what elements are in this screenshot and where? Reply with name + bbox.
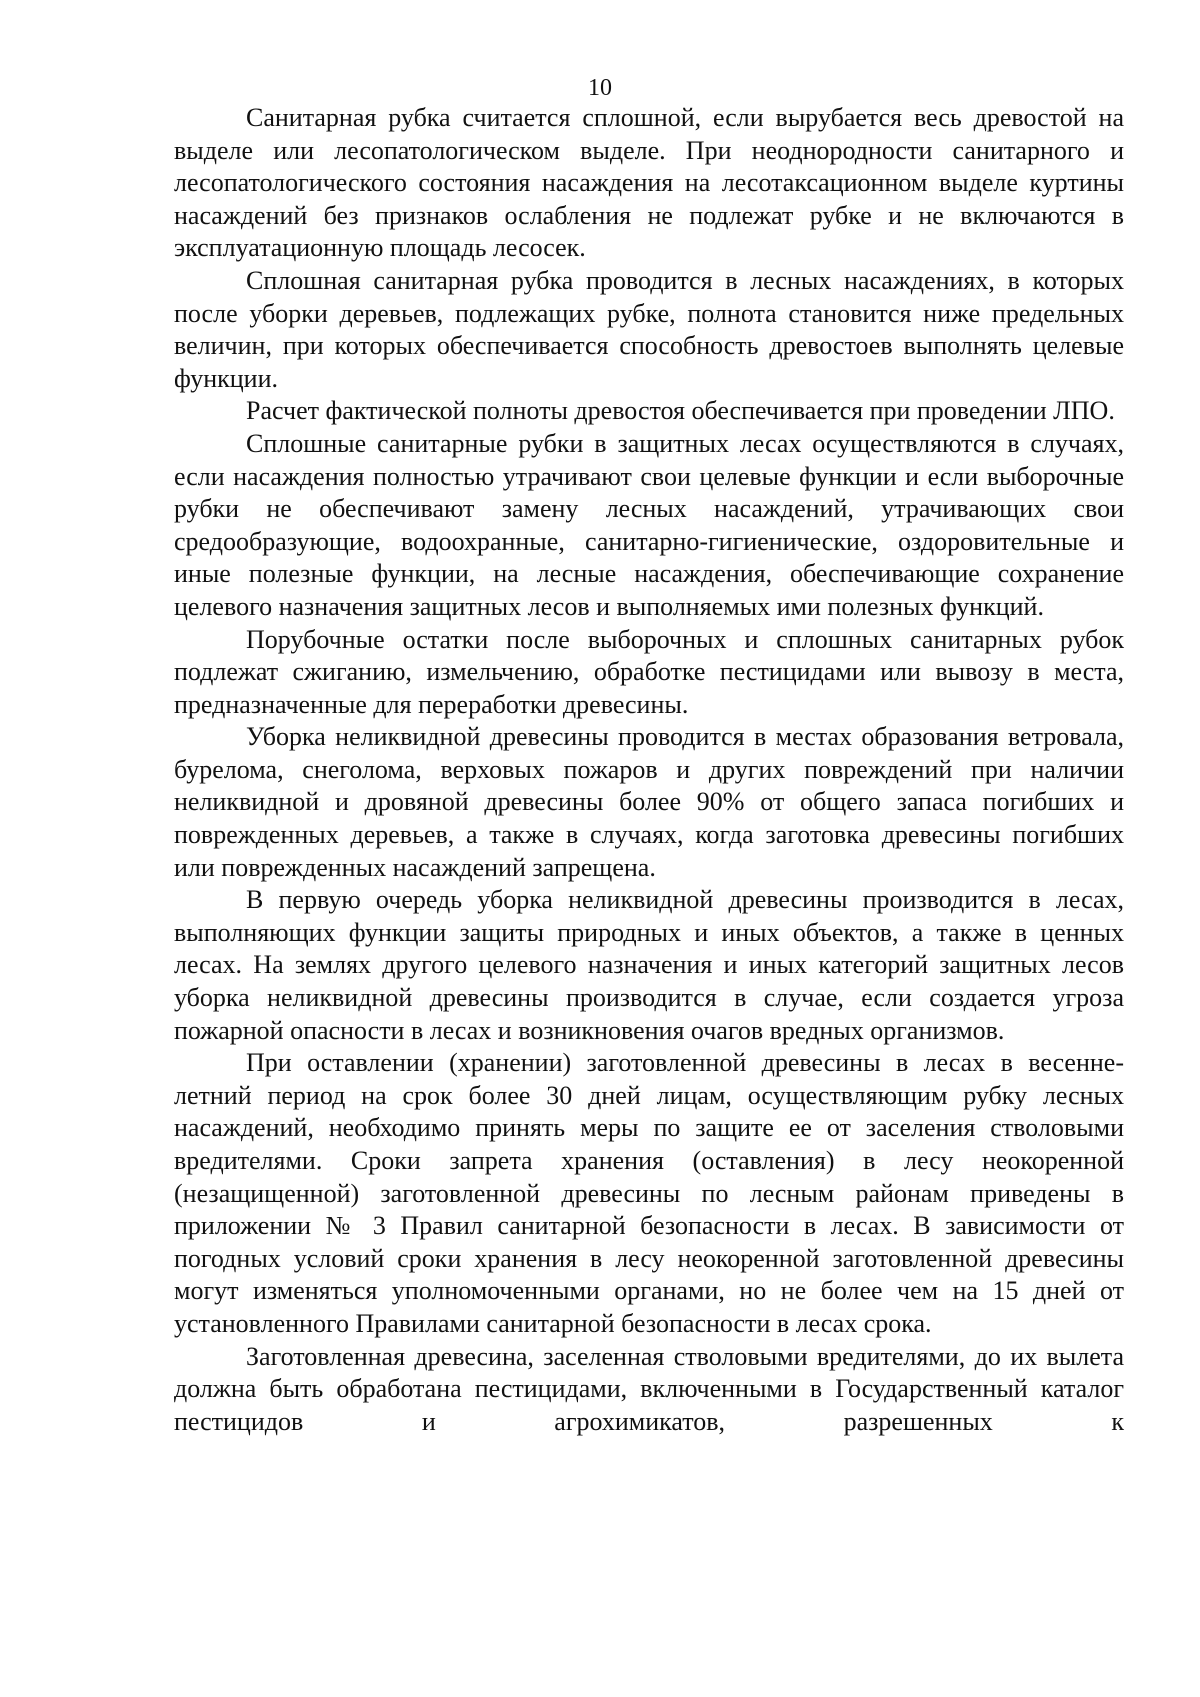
paragraph: В первую очередь уборка неликвидной древесины производится в лесах, выполняющих функции защиты природных и иных объектов, а также в ценных лесах. На землях другого целевого назначения и иных категорий защитных лесов уборка неликвидной древесины производится в случае, если создается угроза пожарной опасности в лесах и возникновения очагов вредных организмов. — [174, 885, 1124, 1045]
paragraph-continued: Заготовленная древесина, заселенная стволовыми вредителями, до их вылета должна быть обработана пестицидами, включенными в Государственный каталог пестицидов и агрохимикатов, разрешенных к — [174, 1341, 1124, 1436]
paragraph: Расчет фактической полноты древостоя обеспечивается при проведении ЛПО. — [246, 396, 1115, 426]
paragraph: При оставлении (хранении) заготовленной древесины в лесах в весенне-летний период на срок более 30 дней лицам, осуществляющим рубку лесных насаждений, необходимо принять меры по защите ее от заселения стволовыми вредителями. Сроки запрета хранения (оставления) в лесу неокоренной (незащищенной) заготовленной древесины по лесным районам приведены в приложении № 3 Правил санитарной безопасности в лесах. В зависимости от погодных условий сроки хранения в лесу неокоренной заготовленной древесины могут изменяться уполномоченными органами, но не более чем на 15 дней от установленного Правилами санитарной безопасности в лесах срока. — [174, 1048, 1124, 1338]
page-number: 10 — [588, 75, 612, 101]
paragraph: Сплошная санитарная рубка проводится в лесных насаждениях, в которых после уборки деревьев, подлежащих рубке, полнота становится ниже предельных величин, при которых обеспечивается способность древостоев выполнять целевые функции. — [174, 265, 1124, 393]
paragraph: Порубочные остатки после выборочных и сплошных санитарных рубок подлежат сжиганию, измельчению, обработке пестицидами или вывозу в места, предназначенные для переработки древесины. — [174, 624, 1124, 719]
document-body — [174, 102, 1124, 1438]
paragraph: Санитарная рубка считается сплошной, если вырубается весь древостой на выделе или лесопатологическом выделе. При неоднородности санитарного и лесопатологического состояния насаждения на лесотаксационном выделе куртины насаждений без признаков ослабления не подлежат рубке и не включаются в эксплуатационную площадь лесосек. — [174, 103, 1124, 263]
paragraph: Уборка неликвидной древесины проводится в местах образования ветровала, бурелома, снеголома, верховых пожаров и других повреждений при наличии неликвидной и дровяной древесины более 90% от общего запаса погибших и поврежденных деревьев, а также в случаях, когда заготовка древесины погибших или поврежденных насаждений запрещена. — [174, 722, 1124, 882]
paragraph: Сплошные санитарные рубки в защитных лесах осуществляются в случаях, если насаждения полностью утрачивают свои целевые функции и если выборочные рубки не обеспечивают замену лесных насаждений, утрачивающих свои средообразующие, водоохранные, санитарно-гигиенические, оздоровительные и иные полезные функции, на лесные насаждения, обеспечивающие сохранение целевого назначения защитных лесов и выполняемых ими полезных функций. — [174, 428, 1124, 621]
